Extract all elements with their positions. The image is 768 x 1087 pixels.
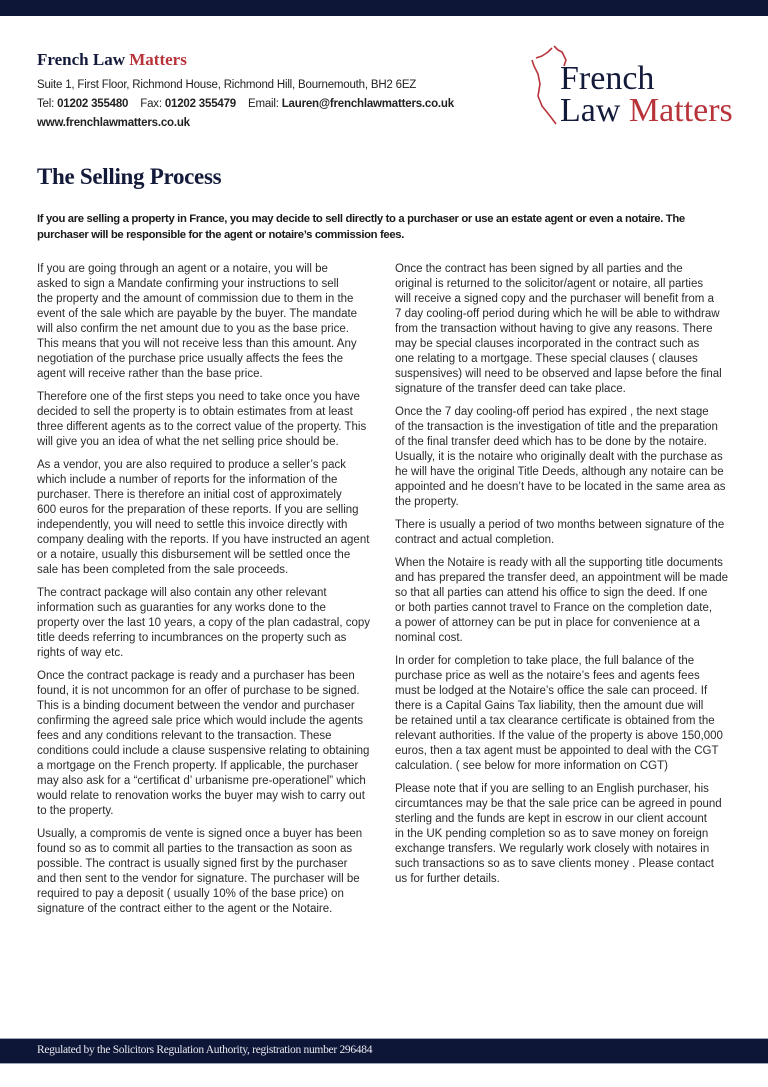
- logo-law: Law: [560, 92, 621, 129]
- text-line: such transactions so as to save clients money . Please contact: [395, 858, 714, 870]
- text-line: he will have the original Title Deeds, although any notaire can be: [395, 466, 724, 478]
- paragraph: [395, 262, 745, 397]
- text-line: exchange transfers. We regularly work closely with notaires in: [395, 843, 710, 855]
- text-line: or both parties cannot travel to France on the completion date,: [395, 602, 713, 614]
- paragraph: [37, 458, 382, 578]
- text-line: Please note that if you are selling to an English purchaser, his: [395, 783, 709, 795]
- intro-paragraph: [37, 211, 685, 243]
- text-line: and then sent to the vendor for signature. The purchaser will be: [37, 873, 360, 885]
- paragraph: [37, 262, 382, 382]
- email-label: Email:: [247, 98, 279, 110]
- left-column: [37, 262, 382, 925]
- text-line: This means that you will not receive less than this amount. Any: [37, 338, 357, 350]
- text-line: contract and actual completion.: [395, 534, 555, 546]
- contact-line: [37, 98, 454, 110]
- top-bar: [0, 0, 768, 16]
- text-line: which include a number of reports for the information of the: [37, 474, 338, 486]
- text-line: nominal cost.: [395, 632, 463, 644]
- text-line: property over the last 10 years, a copy of the plan cadastral, copy: [37, 617, 371, 629]
- text-line: rights of way etc.: [37, 647, 124, 659]
- text-line: found, it is not uncommon for an offer of purchase to be signed.: [37, 685, 360, 697]
- text-line: us for further details.: [395, 873, 500, 885]
- text-line: original is returned to the solicitor/agent or notaire, all parties: [395, 278, 704, 290]
- text-line: negotiation of the purchase price usually affects the fees the: [37, 353, 344, 365]
- tel-label: Tel:: [37, 98, 55, 110]
- text-line: When the Notaire is ready with all the supporting title documents: [395, 557, 723, 569]
- text-line: This is a binding document between the vendor and purchaser: [37, 700, 355, 712]
- text-line: conditions could include a clause suspensive relating to obtaining: [37, 745, 370, 757]
- paragraph: [37, 827, 382, 917]
- text-line: sterling and the funds are kept in escrow in our client account: [395, 813, 707, 825]
- text-line: there is a Capital Gains Tax liability, then the amount due will: [395, 700, 704, 712]
- text-line: of the transaction is the investigation of title and the preparation: [395, 421, 718, 433]
- text-line: a power of attorney can be put in place for convenience at a: [395, 617, 700, 629]
- text-line: In order for completion to take place, the full balance of the: [395, 655, 695, 667]
- text-line: purchaser. There is therefore an initial cost of approximately: [37, 489, 342, 501]
- paragraph: [395, 405, 745, 510]
- text-line: must be lodged at the Notaire’s office the sale can proceed. If: [395, 685, 708, 697]
- logo-line1: French: [560, 60, 655, 97]
- text-line: 600 euros for the preparation of these reports. If you are selling: [37, 504, 359, 516]
- text-line: required to pay a deposit ( usually 10% of the base price) on: [37, 888, 344, 900]
- address: Suite 1, First Floor, Richmond House, Richmond Hill, Bournemouth, BH2 6EZ: [37, 79, 417, 91]
- text-line: may also ask for a “certificat d’ urbanisme pre-operationel” which: [37, 775, 366, 787]
- text-line: a mortgage on the French property. If applicable, the purchaser: [37, 760, 359, 772]
- page-title: The Selling Process: [37, 164, 222, 189]
- website-link[interactable]: www.frenchlawmatters.co.uk: [37, 117, 190, 129]
- text-line: from the transaction without having to give any reasons. There: [395, 323, 713, 335]
- fax-number: 01202 355479: [164, 98, 236, 110]
- paragraph: [395, 518, 745, 548]
- text-line: found so as to commit all parties to the transaction as soon as: [37, 843, 353, 855]
- text-line: confirming the agreed sale price which would include the agents: [37, 715, 364, 727]
- intro-line: If you are selling a property in France, you may decide to sell directly to a purchaser or use an estate agent or even a notaire. The: [37, 213, 685, 225]
- text-line: company dealing with the reports. If you have instructed an agent: [37, 534, 370, 546]
- text-line: agent will receive rather than the base price.: [37, 368, 263, 380]
- text-line: so that all parties can attend his office to sign the deed. If one: [395, 587, 708, 599]
- email-link[interactable]: Lauren@frenchlawmatters.co.uk: [281, 98, 454, 110]
- text-line: one relating to a mortgage. These special clauses ( clauses: [395, 353, 698, 365]
- fax-label: Fax:: [140, 98, 162, 110]
- text-line: Once the contract has been signed by all parties and the: [395, 263, 683, 275]
- text-line: Once the 7 day cooling-off period has expired , the next stage: [395, 406, 709, 418]
- text-line: relevant authorities. If the value of the property is above 150,000: [395, 730, 723, 742]
- text-line: Therefore one of the first steps you need to take once you have: [37, 391, 360, 403]
- text-line: There is usually a period of two months between signature of the: [395, 519, 725, 531]
- tel-number: 01202 355480: [57, 98, 129, 110]
- text-line: asked to sign a Mandate confirming your instructions to sell: [37, 278, 339, 290]
- text-line: in the UK pending completion so as to save money on foreign: [395, 828, 709, 840]
- right-column: [395, 262, 745, 895]
- text-line: suspensives) will need to be observed and lapse before the final: [395, 368, 722, 380]
- text-line: signature of the contract either to the agent or the Notaire.: [37, 903, 333, 915]
- logo-matters: Matters: [628, 92, 733, 129]
- firm-name-part2: Matters: [129, 50, 187, 69]
- text-line: Once the contract package is ready and a purchaser has been: [37, 670, 355, 682]
- text-line: the property and the amount of commission due to them in the: [37, 293, 354, 305]
- text-line: possible. The contract is usually signed first by the purchaser: [37, 858, 348, 870]
- paragraph: [37, 586, 382, 661]
- logo: [528, 44, 758, 134]
- text-line: appointed and he doesn’t have to be located in the same area as: [395, 481, 726, 493]
- text-line: euros, then a tax agent must be appointed to deal with the CGT: [395, 745, 719, 757]
- text-line: 7 day cooling-off period during which he will be able to withdraw: [395, 308, 720, 320]
- text-line: The contract package will also contain any other relevant: [37, 587, 327, 599]
- footer-bar: [0, 1038, 768, 1064]
- footer-text: Regulated by the Solicitors Regulation Authority, registration number 296484: [37, 1044, 373, 1056]
- text-line: decided to sell the property is to obtain estimates from at least: [37, 406, 353, 418]
- text-line: or a notaire, usually this disbursement will be settled once the: [37, 549, 351, 561]
- text-line: will receive a signed copy and the purchaser will benefit from a: [395, 293, 714, 305]
- paragraph: [395, 654, 745, 774]
- text-line: to the property.: [37, 805, 114, 817]
- intro-line: purchaser will be responsible for the agent or notaire’s commission fees.: [37, 229, 405, 241]
- text-line: and has prepared the transfer deed, an appointment will be made: [395, 572, 729, 584]
- firm-name: [37, 50, 187, 70]
- text-line: purchase price as well as the notaire’s fees and agents fees: [395, 670, 700, 682]
- text-line: be retained until a tax clearance certificate is obtained from the: [395, 715, 715, 727]
- text-line: sale has been completed from the sale proceeds.: [37, 564, 289, 576]
- text-line: As a vendor, you are also required to produce a seller’s pack: [37, 459, 346, 471]
- text-line: calculation. ( see below for more information on CGT): [395, 760, 668, 772]
- text-line: Usually, it is the notaire who originally dealt with the purchase as: [395, 451, 723, 463]
- text-line: event of the sale which are payable by the buyer. The mandate: [37, 308, 358, 320]
- text-line: fees and any conditions relevant to the transaction. These: [37, 730, 332, 742]
- text-line: the property.: [395, 496, 459, 508]
- paragraph: [395, 782, 745, 887]
- text-line: information such as guaranties for any works done to the: [37, 602, 326, 614]
- text-line: three different agents as to the correct value of the property. This: [37, 421, 367, 433]
- text-line: title deeds referring to incumbrances on the property such as: [37, 632, 347, 644]
- text-line: Usually, a compromis de vente is signed once a buyer has been: [37, 828, 363, 840]
- text-line: of the final transfer deed which has to be done by the notaire.: [395, 436, 707, 448]
- text-line: signature of the transfer deed can take place.: [395, 383, 626, 395]
- text-line: If you are going through an agent or a notaire, you will be: [37, 263, 328, 275]
- firm-name-part1: French Law: [37, 50, 125, 69]
- text-line: circumtances may be that the sale price can be agreed in pound: [395, 798, 722, 810]
- text-line: will also confirm the net amount due to you as the base price.: [37, 323, 349, 335]
- text-line: may be special clauses incorporated in the contract such as: [395, 338, 700, 350]
- text-line: would relate to renovation works the buyer may wish to carry out: [37, 790, 365, 802]
- text-line: independently, you will need to settle this invoice directly with: [37, 519, 348, 531]
- logo-line2: [560, 94, 733, 128]
- paragraph: [395, 556, 745, 646]
- text-line: will give you an idea of what the net selling price should be.: [37, 436, 339, 448]
- paragraph: [37, 669, 382, 819]
- paragraph: [37, 390, 382, 450]
